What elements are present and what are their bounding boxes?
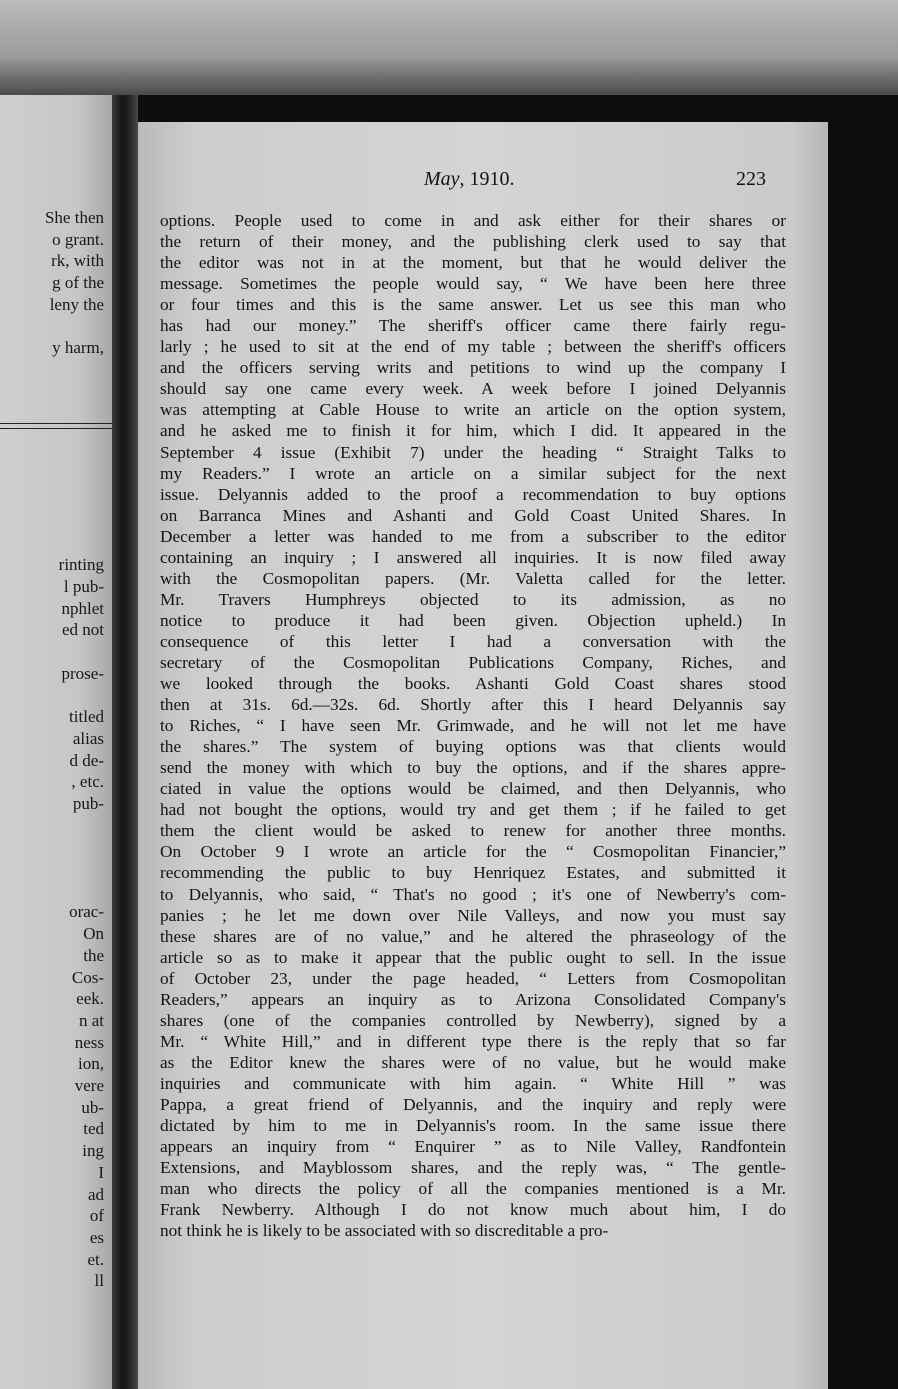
body-line: Extensions, and Mayblossom shares, and the reply was, “ The gentle- (160, 1158, 786, 1178)
body-line: article so as to make it appear that the public ought to sell. In the issue (160, 947, 786, 967)
facing-page-fragment: ing (82, 1141, 104, 1161)
body-line: shares (one of the companies controlled by Newberry), signed by a (160, 1010, 786, 1030)
body-line: had not bought the options, would try and get them ; if he failed to get (160, 800, 786, 820)
body-line: dictated by him to me in Delyannis's room. In the same issue there (160, 1116, 786, 1136)
facing-page-fragment: orac- (69, 902, 104, 922)
body-line: has had our money.” The sheriff's officer came there fairly regu- (160, 316, 786, 336)
facing-page-fragment: leny the (49, 294, 104, 314)
body-line: September 4 issue (Exhibit 7) under the heading “ Straight Talks to (160, 442, 786, 462)
body-line: Frank Newberry. Although I do not know much about him, I do (160, 1200, 786, 1220)
body-line: ciated in value the options would be claimed, and then Delyannis, who (160, 779, 786, 799)
page-223 (138, 122, 828, 1389)
facing-page-fragment: titled (69, 707, 104, 727)
body-line: Mr. “ White Hill,” and in different type there is the reply that so far (160, 1031, 786, 1051)
body-line: on Barranca Mines and Ashanti and Gold Coast United Shares. In (160, 505, 786, 525)
body-line: Mr. Travers Humphreys objected to its admission, as no (160, 589, 786, 609)
facing-page-fragment: et. (87, 1249, 104, 1269)
body-line: panies ; he let me down over Nile Valleys, and now you must say (160, 905, 786, 925)
facing-page-fragment: I (98, 1162, 104, 1182)
facing-page-fragment: o grant. (52, 229, 104, 249)
facing-page-fragment: of (89, 1206, 104, 1226)
body-line: or four times and this is the same answer. Let us see this man who (160, 295, 786, 315)
running-header (138, 168, 828, 194)
body-line: options. People used to come in and ask either for their shares or (160, 211, 786, 230)
body-line: to Delyannis, who said, “ That's no good ; it's one of Newberry's com- (160, 884, 786, 904)
body-line: was attempting at Cable House to write an article on the option system, (160, 400, 786, 420)
body-line: the shares.” The system of buying options was that clients would (160, 737, 786, 757)
facing-page-fragment: She then (44, 208, 104, 227)
facing-page-fragment: y harm, (52, 338, 104, 358)
body-line: message. Sometimes the people would say, “ We have been here three (160, 274, 786, 294)
facing-page-fragment: , etc. (71, 772, 104, 792)
facing-page-fragment: alias (72, 728, 104, 748)
body-line: the return of their money, and the publishing clerk used to say that (160, 232, 786, 252)
body-line: On October 9 I wrote an article for the “ Cosmopolitan Financier,” (160, 842, 786, 862)
body-line: Readers,” appears an inquiry as to Arizona Consolidated Company's (160, 989, 786, 1009)
header-date (424, 168, 515, 191)
facing-page-fragment: d de- (69, 750, 104, 770)
body-line: to Riches, “ I have seen Mr. Grimwade, and he will not let me have (160, 716, 786, 736)
body-line: then at 31s. 6d.—32s. 6d. Shortly after this I heard Delyannis say (160, 695, 786, 715)
facing-page-fragment: prose- (61, 663, 104, 683)
facing-page-fragment: ub- (81, 1097, 104, 1117)
body-line: man who directs the policy of all the companies mentioned is a Mr. (160, 1179, 786, 1199)
facing-page-fragment: es (89, 1227, 104, 1247)
facing-page-fragment: ad (87, 1184, 104, 1204)
body-line: these shares are of no value,” and he altered the phraseology of the (160, 926, 786, 946)
page-number: 223 (736, 168, 766, 190)
body-line: recommending the public to buy Henriquez Estates, and submitted it (160, 863, 786, 883)
body-text (160, 210, 786, 1241)
body-line: appears an inquiry from “ Enquirer ” as to Nile Valley, Randfontein (160, 1137, 786, 1157)
facing-page-fragment: On (83, 924, 104, 944)
body-line: notice to produce it had been given. Objection upheld.) In (160, 610, 786, 630)
facing-page-fragment: rinting (58, 555, 104, 575)
header-year: , 1910. (459, 168, 515, 190)
facing-page-fragment: the (83, 945, 104, 965)
body-line: send the money with which to buy the options, and if the shares appre- (160, 758, 786, 778)
body-line: December a letter was handed to me from a subscriber to the editor (160, 526, 786, 546)
facing-page-fragment: eek. (76, 989, 104, 1009)
facing-page-fragment: ion, (78, 1054, 104, 1074)
body-line: inquiries and communicate with him again. “ White Hill ” was (160, 1073, 786, 1093)
body-line: we looked through the books. Ashanti Gold Coast shares stood (160, 674, 786, 694)
body-line: of October 23, under the page headed, “ Letters from Cosmopolitan (160, 968, 786, 988)
scan-background-top (0, 0, 898, 95)
body-line: issue. Delyannis added to the proof a recommendation to buy options (160, 484, 786, 504)
body-line: the editor was not in at the moment, but that he would deliver the (160, 253, 786, 273)
body-line: and the officers serving writs and petitions to wind up the company I (160, 358, 786, 378)
facing-page-edge (0, 95, 112, 1389)
facing-page-rule (0, 423, 112, 429)
body-line: as the Editor knew the shares were of no value, but he would make (160, 1052, 786, 1072)
body-line: larly ; he used to sit at the end of my table ; between the sheriff's officers (160, 337, 786, 357)
body-line: with the Cosmopolitan papers. (Mr. Valetta called for the letter. (160, 568, 786, 588)
facing-page-fragment: nphlet (61, 598, 104, 618)
book-gutter (112, 95, 138, 1389)
facing-page-fragment: ted (83, 1119, 104, 1139)
body-line: my Readers.” I wrote an article on a similar subject for the next (160, 463, 786, 483)
facing-page-fragment: Cos- (71, 967, 104, 987)
facing-page-fragment: g of the (52, 273, 104, 293)
body-line: consequence of this letter I had a conversation with the (160, 631, 786, 651)
body-line: them the client would be asked to renew for another three months. (160, 821, 786, 841)
facing-page-fragment: ness (74, 1032, 104, 1052)
body-line: should say one came every week. A week before I joined Delyannis (160, 379, 786, 399)
facing-page-fragment: pub- (72, 793, 104, 813)
body-line: containing an inquiry ; I answered all inquiries. It is now filed away (160, 547, 786, 567)
facing-page-fragment: ll (94, 1271, 104, 1291)
facing-page-fragment: vere (74, 1076, 104, 1095)
facing-page-fragment: ed not (61, 620, 104, 640)
header-month: May (424, 168, 460, 190)
body-line: and he asked me to finish it for him, which I did. It appeared in the (160, 421, 786, 441)
body-line: Pappa, a great friend of Delyannis, and the inquiry and reply were (160, 1094, 786, 1114)
facing-page-fragment: l pub- (63, 576, 104, 596)
body-line: not think he is likely to be associated with so discreditable a pro- (160, 1221, 609, 1241)
body-line: secretary of the Cosmopolitan Publications Company, Riches, and (160, 652, 786, 672)
facing-page-fragment: n at (78, 1010, 104, 1030)
facing-page-fragment: rk, with (51, 251, 104, 271)
